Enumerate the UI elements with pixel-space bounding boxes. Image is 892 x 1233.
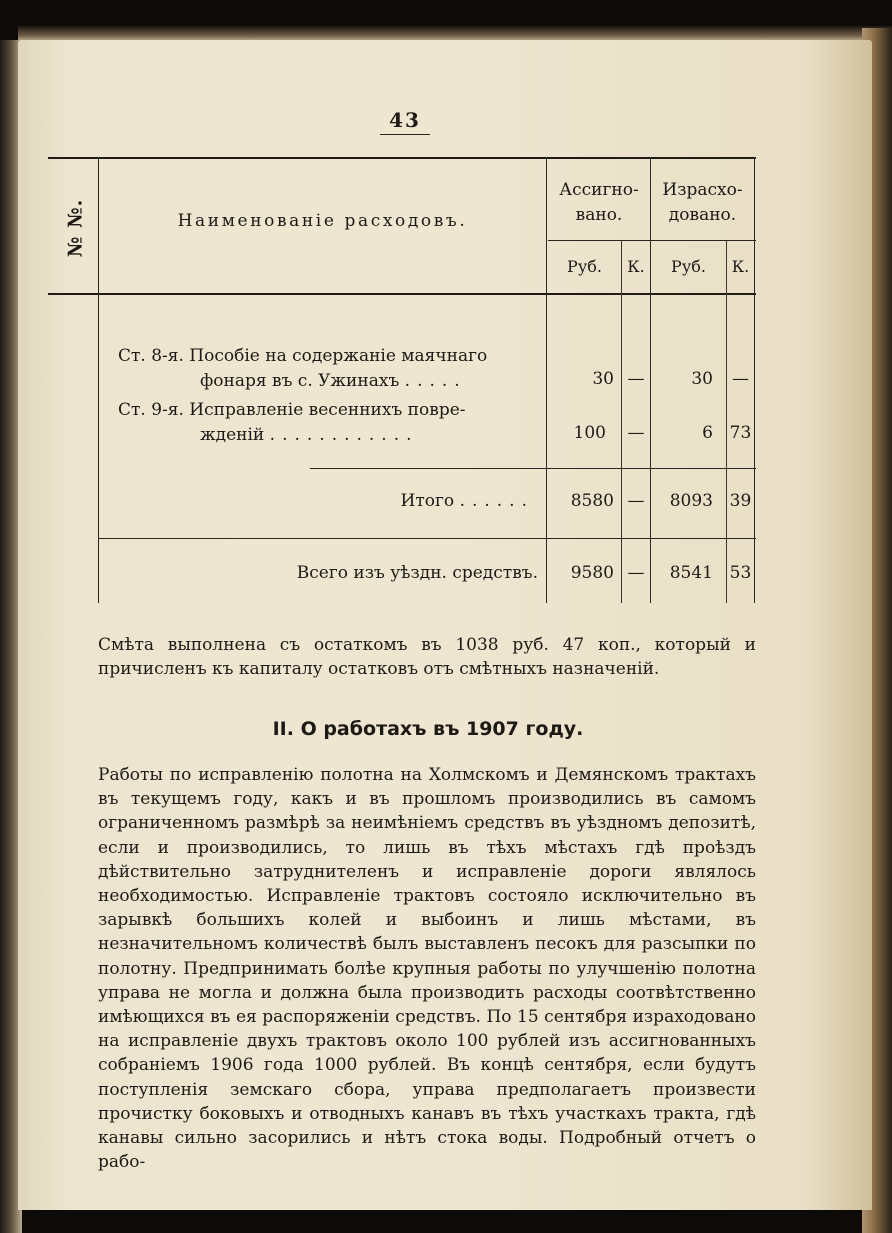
section-title: II. О работахъ въ 1907 году. (272, 718, 584, 740)
row1-assigned-rub: 30 (592, 369, 614, 389)
total-label: Итого ...... (400, 491, 534, 511)
total-assigned-kop: — (627, 491, 645, 511)
total-rule (310, 468, 756, 469)
total-spent-kop: 39 (729, 491, 752, 511)
header-spent-column: Израсхо- довано. (662, 180, 743, 225)
header-name-column: Наименованіе расходовъ. (177, 211, 468, 231)
row1-assigned-kop: — (627, 369, 645, 389)
body-paragraph: Работы по исправленію полотна на Холмскомъ и Демянскомъ трактахъ въ текущемъ году, какъ и въ прошломъ производились въ самомъ ограниченномъ размѣрѣ за неимѣніемъ средствъ въ уѣздномъ депозитѣ, если и производились, то лишь въ тѣхъ мѣстахъ гдѣ проѣздъ дѣйствительно затруднителенъ и исправленіе дороги являлось необходимостью. Исправленіе трактовъ состояло исключительно въ зарывкѣ большихъ колей и выбоинъ и лишь мѣстами, въ незначительномъ количествѣ былъ выставленъ песокъ для разсыпки по полотну. Предпринимать болѣе крупныя работы по улучшенію полотна управа не могла и должна была производить расходы соотвѣтственно имѣющихся въ ея распоряженіи средствъ. По 15 сентября израходовано на исправленіе двухъ трактовъ около 100 рублей изъ ассигнованныхъ собраніемъ 1906 года 1000 рублей. Въ концѣ сентября, если будутъ поступленія земскаго сбора, управа предполагаетъ произвести прочистку боковыхъ и отводныхъ канавъ въ тѣхъ участкахъ тракта, гдѣ канавы сильно засорились и нѣтъ стока воды. Подробный отчетъ о рабо- (98, 765, 756, 1173)
row2-assigned-kop: — (627, 423, 645, 443)
subheader-rule (548, 240, 756, 241)
col-divider-right (754, 157, 755, 603)
grand-total-rule (98, 538, 756, 539)
row2-spent-rub: 6 (702, 423, 713, 443)
header-assigned-rub: Руб. (567, 257, 602, 276)
row2-assigned-rub: 100 (573, 423, 606, 443)
total-spent-rub: 8093 (669, 491, 713, 511)
row2-spent-kop: 73 (729, 423, 752, 443)
grand-total-assigned-rub: 9580 (570, 563, 614, 583)
col-divider-spent-kop (726, 240, 727, 603)
grand-total-spent-rub: 8541 (669, 563, 713, 583)
grand-total-label: Всего изъ уѣздн. средствъ. (296, 563, 538, 583)
grand-total-assigned-kop: — (627, 563, 645, 583)
row1-spent-kop: — (732, 369, 749, 389)
header-assigned-kop: К. (627, 257, 645, 276)
col-divider-name (546, 157, 547, 603)
grand-total-spent-kop: 53 (729, 563, 752, 583)
table-row: Ст. 9-я. Исправленіе весеннихъ повре- жденій ............ (118, 400, 466, 445)
header-number-column: № №. (64, 198, 87, 258)
row1-spent-rub: 30 (691, 369, 713, 389)
header-spent-rub: Руб. (671, 257, 706, 276)
summary-paragraph: Смѣта выполнена съ остаткомъ въ 1038 руб. 47 коп., который и причисленъ къ капиталу остатковъ отъ смѣтныхъ назначеній. (98, 635, 756, 679)
table-row: Ст. 8-я. Пособіе на содержаніе маячнаго фонаря въ с. Ужинахъ ..... (118, 346, 488, 391)
col-divider-assigned-kop (621, 240, 622, 603)
page-number: 43 (380, 108, 430, 135)
total-assigned-rub: 8580 (570, 491, 614, 511)
col-divider-number (98, 157, 99, 603)
header-spent-kop: К. (731, 257, 750, 276)
header-assigned-column: Ассигно- вано. (559, 180, 639, 225)
